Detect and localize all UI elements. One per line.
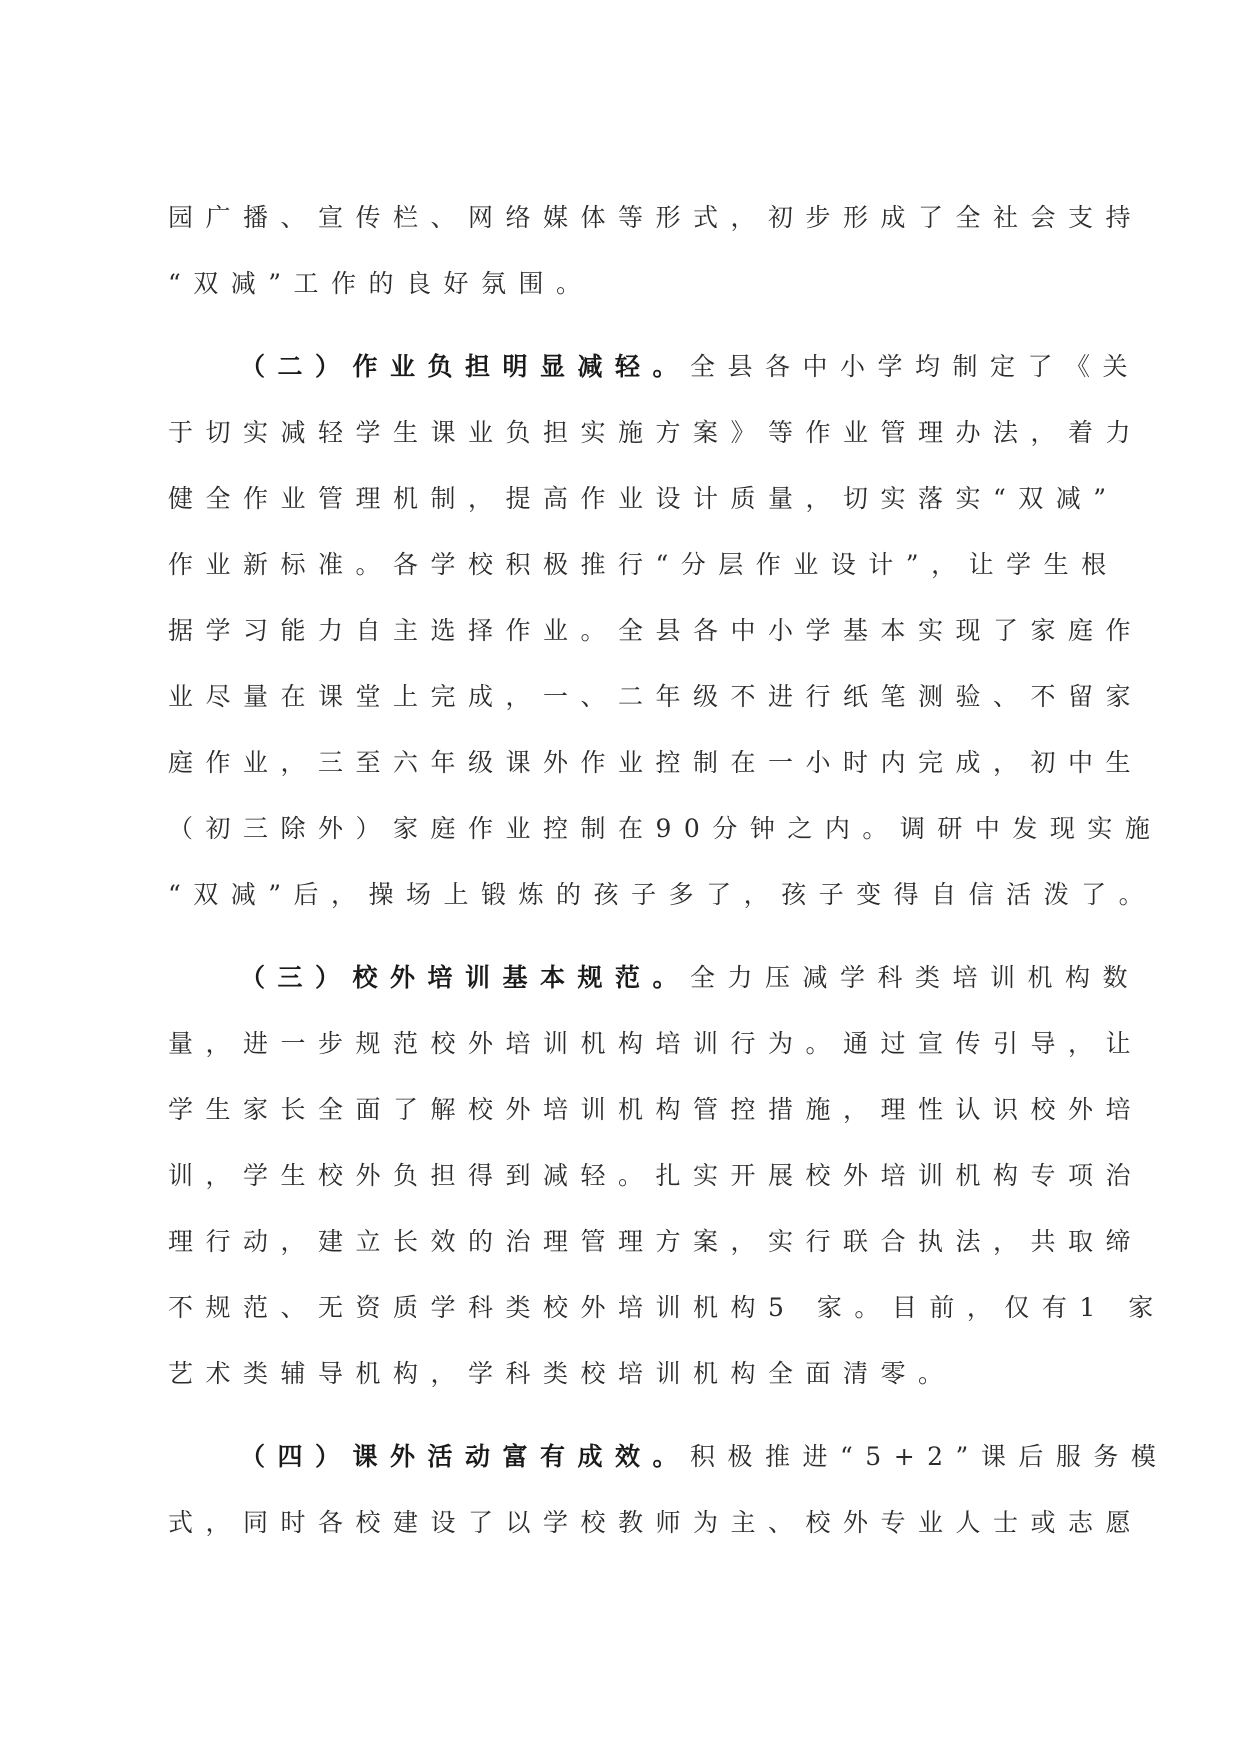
section-heading: （四）课外活动富有成效。: [240, 1442, 691, 1471]
text-line: 业尽量在课堂上完成，一、二年级不进行纸笔测验、不留家: [168, 682, 1144, 711]
text-line: 训，学生校外负担得到减轻。扎实开展校外培训机构专项治: [168, 1161, 1144, 1190]
text-line: 学生家长全面了解校外培训机构管控措施，理性认识校外培: [168, 1095, 1144, 1124]
section-heading: （二）作业负担明显减轻。: [240, 352, 691, 381]
text-line: 式，同时各校建设了以学校教师为主、校外专业人士或志愿: [168, 1508, 1144, 1537]
text-line: 作业新标准。各学校积极推行“分层作业设计”，让学生根: [168, 550, 1119, 579]
text-line: 据学习能力自主选择作业。全县各中小学基本实现了家庭作: [168, 616, 1144, 645]
text-line: 量，进一步规范校外培训机构培训行为。通过宣传引导，让: [168, 1029, 1144, 1058]
text-line: 艺术类辅导机构，学科类校培训机构全面清零。: [168, 1359, 956, 1388]
text-run: 全力压减学科类培训机构数: [690, 963, 1141, 992]
text-line: 不规范、无资质学科类校外培训机构5 家。目前，仅有1 家: [168, 1293, 1166, 1322]
text-run: 积极推进“5+2”课后服务模: [690, 1442, 1169, 1471]
text-line: “双减”工作的良好氛围。: [168, 269, 594, 298]
text-line: 于切实减轻学生课业负担实施方案》等作业管理办法，着力: [168, 418, 1144, 447]
text-line: 健全作业管理机制，提高作业设计质量，切实落实“双减”: [168, 484, 1119, 513]
text-run: 全县各中小学均制定了《关: [690, 352, 1141, 381]
text-line: 理行动，建立长效的治理管理方案，实行联合执法，共取缔: [168, 1227, 1144, 1256]
text-line: （初三除外）家庭作业控制在90分钟之内。调研中发现实施: [168, 814, 1163, 843]
text-line: [168, 345, 1141, 411]
text-line: 庭作业，三至六年级课外作业控制在一小时内完成，初中生: [168, 748, 1144, 777]
text-line: [168, 1435, 1169, 1501]
text-line: [168, 956, 1141, 1022]
text-line: 园广播、宣传栏、网络媒体等形式，初步形成了全社会支持: [168, 203, 1144, 232]
document-body: [168, 196, 1169, 1567]
section-heading: （三）校外培训基本规范。: [240, 963, 691, 992]
text-line: “双减”后，操场上锻炼的孩子多了，孩子变得自信活泼了。: [168, 880, 1157, 909]
